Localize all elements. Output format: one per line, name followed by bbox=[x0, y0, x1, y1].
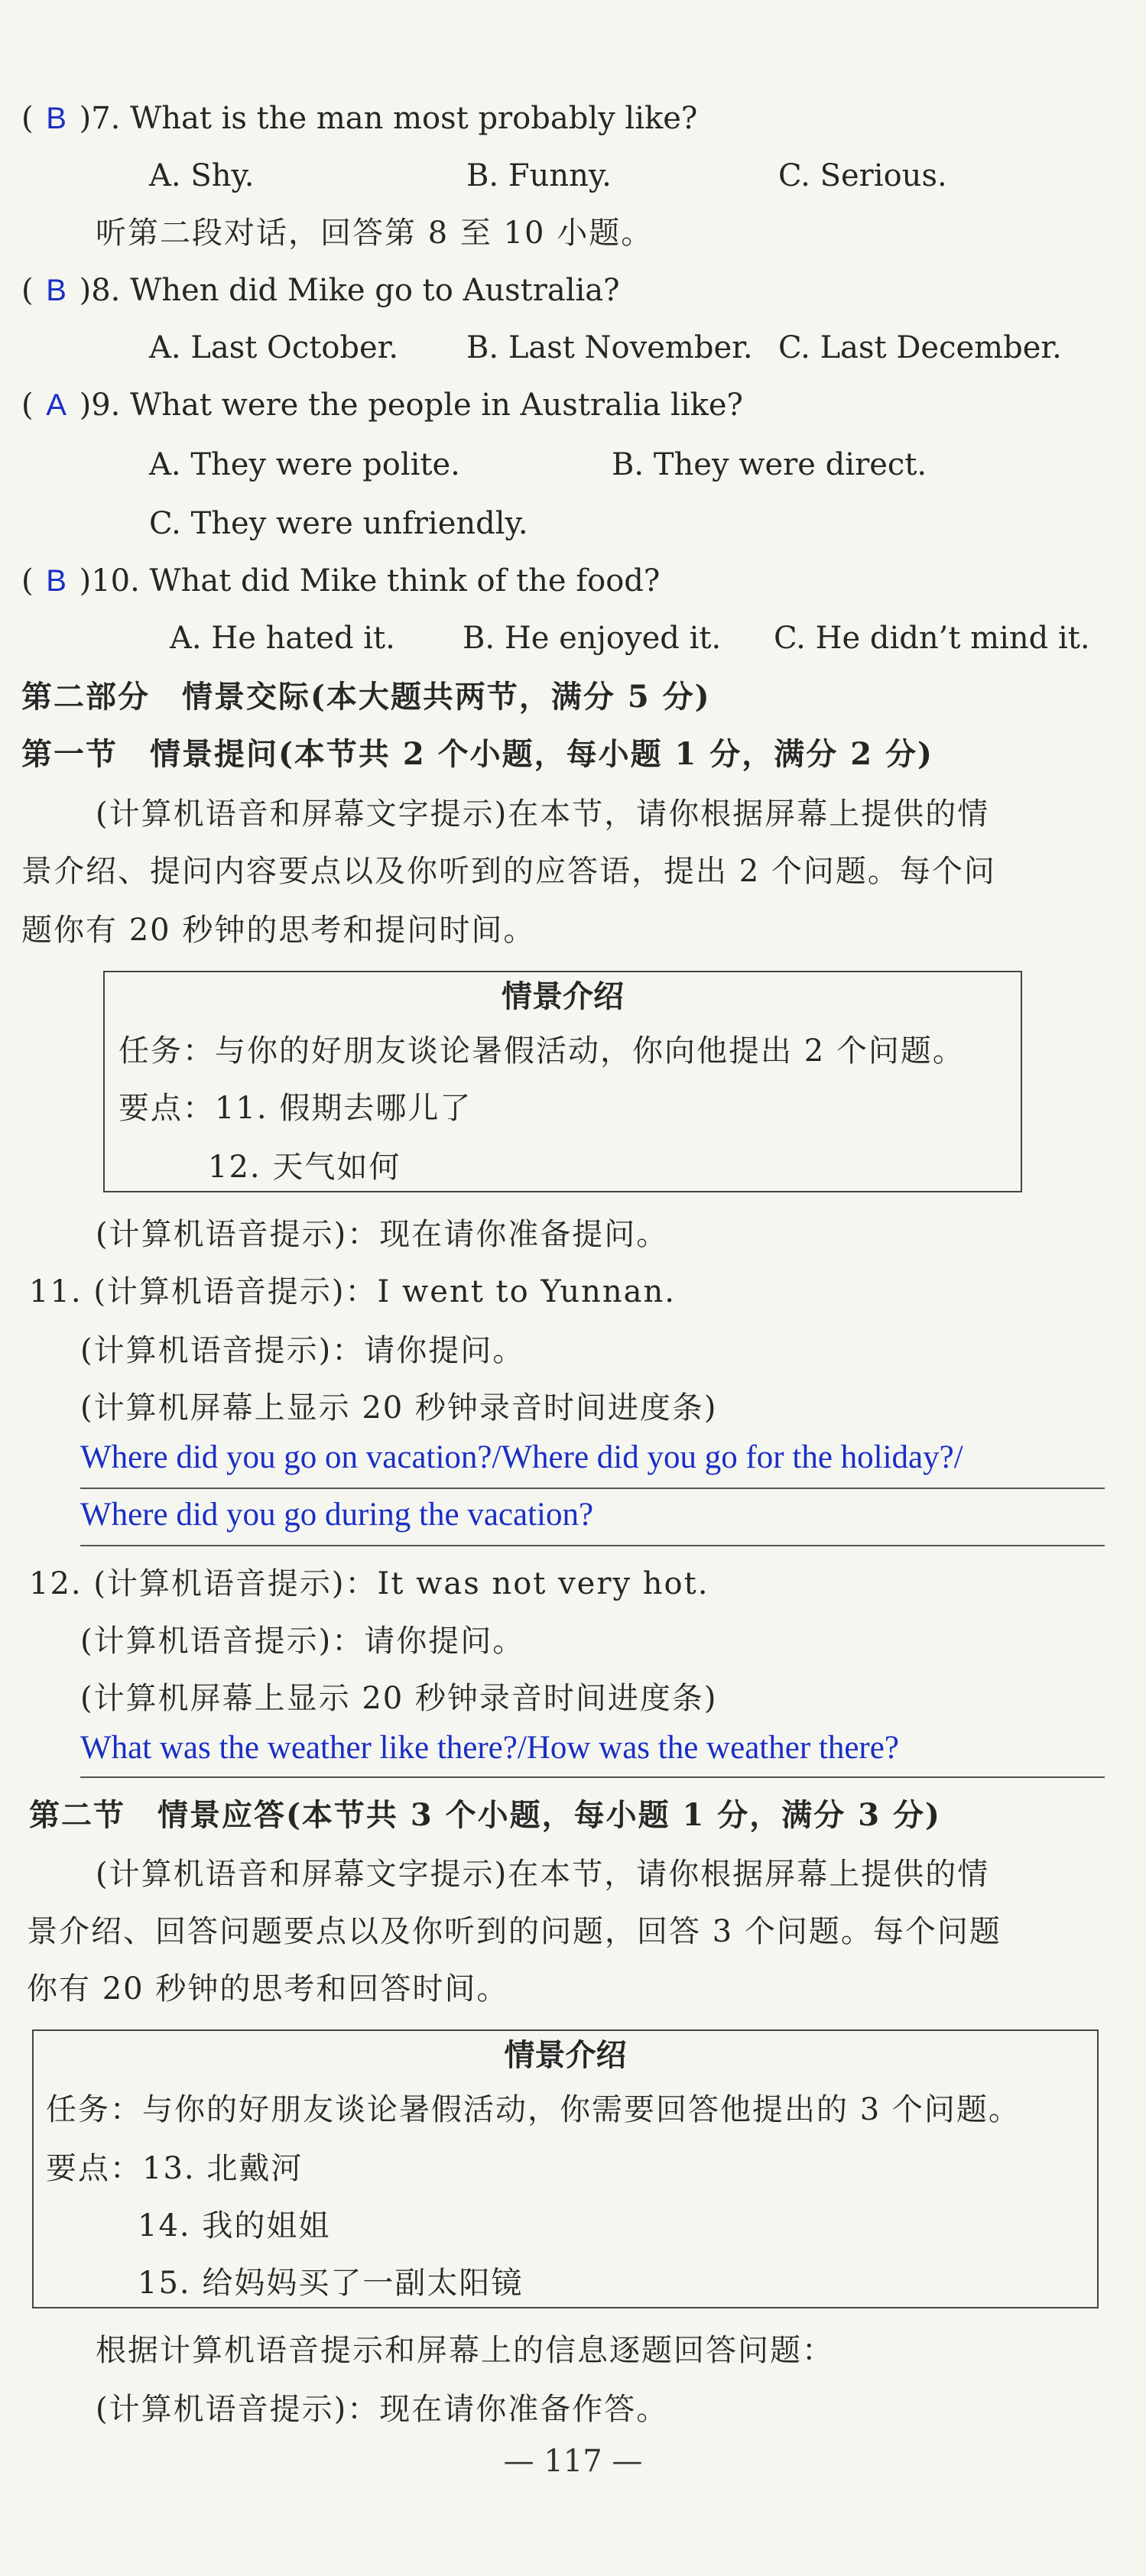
q12-ask: (计算机语音提示)：请你提问。 bbox=[80, 1624, 525, 1659]
question-8-stem: )8. When did Mike go to Australia? bbox=[79, 273, 620, 308]
dialog-2-intro: 听第二段对话，回答第 8 至 10 小题。 bbox=[96, 216, 654, 251]
q12-answer-line-1: What was the weather like there?/How was the weather there? bbox=[80, 1730, 899, 1766]
q11-answer-rule-1 bbox=[80, 1488, 1105, 1489]
q7-option-a: A. Shy. bbox=[149, 158, 255, 193]
section-2-instructions-3: 你有 20 秒钟的思考和回答时间。 bbox=[27, 1971, 509, 2007]
scenario-box-1-title: 情景介绍 bbox=[502, 978, 624, 1014]
question-9-stem: )9. What were the people in Australia like? bbox=[79, 388, 743, 423]
question-8: ( B )8. When did Mike go to Australia? bbox=[21, 268, 620, 313]
section-2-instructions-1: (计算机语音和屏幕文字提示)在本节，请你根据屏幕上提供的情 bbox=[96, 1857, 990, 1892]
q10-option-a: A. He hated it. bbox=[170, 621, 395, 656]
question-9: ( A )9. What were the people in Australia like? bbox=[21, 382, 743, 428]
section-2-instructions-2: 景介绍、回答问题要点以及你听到的问题，回答 3 个问题。每个问题 bbox=[27, 1914, 1002, 1949]
section-1-prepare: (计算机语音提示)：现在请你准备提问。 bbox=[96, 1217, 669, 1252]
q11-ask: (计算机语音提示)：请你提问。 bbox=[80, 1333, 525, 1368]
q11-answer-line-1: Where did you go on vacation?/Where did you go for the holiday?/ bbox=[80, 1439, 963, 1475]
scenario-box-2-point-1: 要点：13. 北戴河 bbox=[46, 2151, 304, 2186]
q11-prompt: 11. (计算机语音提示)：I went to Yunnan. bbox=[29, 1274, 676, 1309]
section-1-heading: 第一节 情景提问(本节共 2 个小题，每小题 1 分，满分 2 分) bbox=[21, 736, 933, 772]
q8-option-c: C. Last December. bbox=[778, 330, 1062, 365]
q11-answer-rule-2 bbox=[80, 1545, 1105, 1546]
section-2-after-2: (计算机语音提示)：现在请你准备作答。 bbox=[96, 2392, 669, 2427]
q12-screen: (计算机屏幕上显示 20 秒钟录音时间进度条) bbox=[80, 1681, 718, 1716]
q10-option-b: B. He enjoyed it. bbox=[463, 621, 722, 656]
answer-8: B bbox=[46, 274, 67, 307]
section-1-instructions-2: 景介绍、提问内容要点以及你听到的应答语，提出 2 个问题。每个问 bbox=[21, 854, 996, 889]
section-1-instructions-3: 题你有 20 秒钟的思考和提问时间。 bbox=[21, 913, 536, 948]
q7-option-b: B. Funny. bbox=[466, 158, 612, 193]
question-7: ( B )7. What is the man most probably like? bbox=[21, 96, 697, 141]
scenario-box-1-point-2: 12. 天气如何 bbox=[208, 1150, 401, 1185]
q9-option-a: A. They were polite. bbox=[149, 447, 460, 482]
section-2-heading: 第二节 情景应答(本节共 3 个小题，每小题 1 分，满分 3 分) bbox=[29, 1797, 941, 1833]
answer-9: A bbox=[46, 388, 67, 422]
section-1-instructions-1: (计算机语音和屏幕文字提示)在本节，请你根据屏幕上提供的情 bbox=[96, 796, 990, 832]
answer-7: B bbox=[46, 102, 67, 135]
answer-10: B bbox=[46, 564, 67, 598]
part-2-heading: 第二部分 情景交际(本大题共两节，满分 5 分) bbox=[21, 679, 711, 715]
q8-option-a: A. Last October. bbox=[149, 330, 399, 365]
q9-option-c: C. They were unfriendly. bbox=[149, 506, 528, 541]
q7-option-c: C. Serious. bbox=[778, 158, 947, 193]
page-number: — 117 — bbox=[503, 2444, 643, 2479]
question-7-stem: )7. What is the man most probably like? bbox=[79, 101, 698, 136]
scenario-box-1-point-1: 要点：11. 假期去哪儿了 bbox=[118, 1091, 472, 1126]
q8-option-b: B. Last November. bbox=[466, 330, 753, 365]
q12-answer-rule-1 bbox=[80, 1776, 1105, 1778]
q9-option-b: B. They were direct. bbox=[612, 447, 927, 482]
scenario-box-2-task: 任务：与你的好朋友谈论暑假活动，你需要回答他提出的 3 个问题。 bbox=[46, 2092, 1021, 2127]
scenario-box-2-point-2: 14. 我的姐姐 bbox=[138, 2208, 331, 2243]
section-2-after-1: 根据计算机语音提示和屏幕上的信息逐题回答问题： bbox=[96, 2333, 834, 2368]
question-10-stem: )10. What did Mike think of the food? bbox=[79, 563, 661, 599]
q10-option-c: C. He didn’t mind it. bbox=[774, 621, 1090, 656]
question-10: ( B )10. What did Mike think of the food? bbox=[21, 558, 660, 604]
scenario-box-2-title: 情景介绍 bbox=[504, 2037, 627, 2073]
scenario-box-1-task: 任务：与你的好朋友谈论暑假活动，你向他提出 2 个问题。 bbox=[118, 1033, 965, 1069]
scenario-box-2-point-3: 15. 给妈妈买了一副太阳镜 bbox=[138, 2266, 524, 2301]
q11-screen: (计算机屏幕上显示 20 秒钟录音时间进度条) bbox=[80, 1390, 718, 1426]
q12-prompt: 12. (计算机语音提示)：It was not very hot. bbox=[29, 1566, 709, 1601]
q11-answer-line-2: Where did you go during the vacation? bbox=[80, 1497, 594, 1533]
